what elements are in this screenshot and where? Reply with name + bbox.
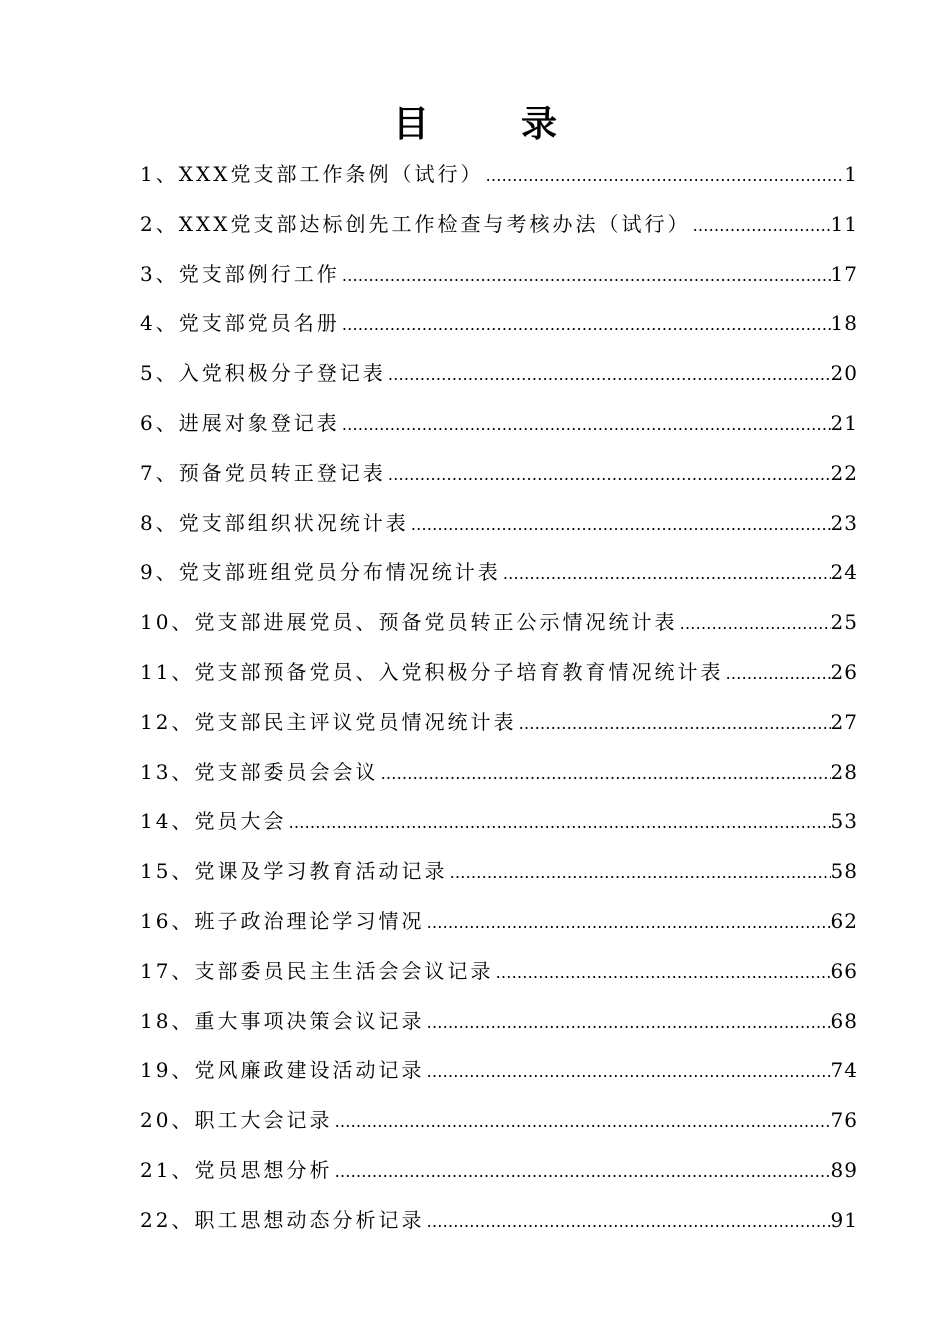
toc-item[interactable] [140,357,858,407]
toc-item[interactable] [140,258,858,308]
dot-leader [340,415,831,434]
dot-leader [340,266,831,285]
toc-item-page: 1 [844,162,858,186]
toc-item-label: 16、班子政治理论学习情况 [140,908,425,933]
toc-item-label: 1、XXX党支部工作条例（试行） [140,162,484,186]
dot-leader [516,714,830,733]
dot-leader [493,963,830,982]
toc-item[interactable] [140,208,858,258]
toc-item[interactable] [140,855,858,905]
toc-item[interactable] [140,1054,858,1104]
toc-item-label: 15、党课及学习教育活动记录 [140,859,448,884]
dot-leader [424,1062,830,1081]
toc-item-label: 20、职工大会记录 [140,1108,333,1133]
toc-item-page: 11 [830,211,858,236]
dot-leader [386,365,831,384]
toc-item-page: 22 [830,460,858,485]
toc-item-page: 91 [830,1207,858,1232]
toc-item[interactable] [140,706,858,756]
toc-item-label: 17、支部委员民主生活会会议记录 [140,958,494,983]
toc-item-page: 24 [830,560,858,585]
toc-item-page: 66 [830,958,858,983]
toc-item[interactable] [140,1005,858,1055]
toc-item-page: 62 [830,908,858,933]
toc-item[interactable] [140,158,858,208]
dot-leader [424,1212,830,1231]
toc-item[interactable] [140,556,858,606]
toc-item-label: 9、党支部班组党员分布情况统计表 [140,560,501,585]
toc-item-label: 21、党员思想分析 [140,1157,333,1182]
toc-item-label: 4、党支部党员名册 [140,311,340,336]
toc-item[interactable] [140,1104,858,1154]
toc-item-label: 13、党支部委员会会议 [140,759,379,784]
table-of-contents [140,158,858,1254]
dot-leader [409,515,831,534]
toc-item-label: 10、党支部进展党员、预备党员转正公示情况统计表 [140,610,678,635]
toc-item-label: 19、党风廉政建设活动记录 [140,1058,425,1083]
toc-item-page: 17 [830,261,858,286]
toc-item[interactable] [140,307,858,357]
dot-leader [690,216,830,235]
dot-leader [340,315,831,334]
toc-item-page: 53 [830,809,858,834]
dot-leader [424,1013,830,1032]
toc-item-label: 11、党支部预备党员、入党积极分子培育教育情况统计表 [140,659,724,684]
toc-item-page: 68 [830,1008,858,1033]
toc-item[interactable] [140,407,858,457]
dot-leader [447,863,830,882]
toc-item-label: 8、党支部组织状况统计表 [140,510,409,535]
toc-item[interactable] [140,606,858,656]
dot-leader [386,465,831,484]
toc-item-page: 25 [830,610,858,635]
toc-item[interactable] [140,756,858,806]
dot-leader [378,764,830,783]
dot-leader [332,1162,830,1181]
dot-leader [483,166,844,185]
toc-item-page: 74 [830,1058,858,1083]
toc-item[interactable] [140,457,858,507]
toc-item-page: 89 [830,1157,858,1182]
dot-leader [677,614,830,633]
dot-leader [332,1112,830,1131]
toc-item-page: 27 [830,709,858,734]
toc-item-label: 7、预备党员转正登记表 [140,460,386,485]
toc-item-page: 28 [830,759,858,784]
toc-item-label: 6、进展对象登记表 [140,410,340,435]
dot-leader [501,564,831,583]
toc-item-page: 26 [830,659,858,684]
dot-leader [286,813,830,832]
toc-item[interactable] [140,507,858,557]
toc-item-label: 3、党支部例行工作 [140,261,340,286]
toc-item[interactable] [140,656,858,706]
toc-item[interactable] [140,955,858,1005]
toc-item-page: 18 [830,311,858,336]
toc-item-page: 76 [830,1108,858,1133]
toc-item[interactable] [140,905,858,955]
toc-item-label: 5、入党积极分子登记表 [140,361,386,386]
toc-item[interactable] [140,805,858,855]
toc-item[interactable] [140,1204,858,1254]
toc-item-page: 58 [830,859,858,884]
dot-leader [424,913,830,932]
toc-item-page: 21 [830,410,858,435]
toc-item[interactable] [140,1154,858,1204]
dot-leader [723,664,830,683]
toc-item-label: 2、XXX党支部达标创先工作检查与考核办法（试行） [140,211,691,236]
toc-item-label: 22、职工思想动态分析记录 [140,1207,425,1232]
toc-item-page: 23 [830,510,858,535]
toc-item-label: 12、党支部民主评议党员情况统计表 [140,709,517,734]
toc-item-page: 20 [830,361,858,386]
toc-item-label: 14、党员大会 [140,809,287,834]
page-title: 目 录 [392,103,585,145]
toc-item-label: 18、重大事项决策会议记录 [140,1008,425,1033]
